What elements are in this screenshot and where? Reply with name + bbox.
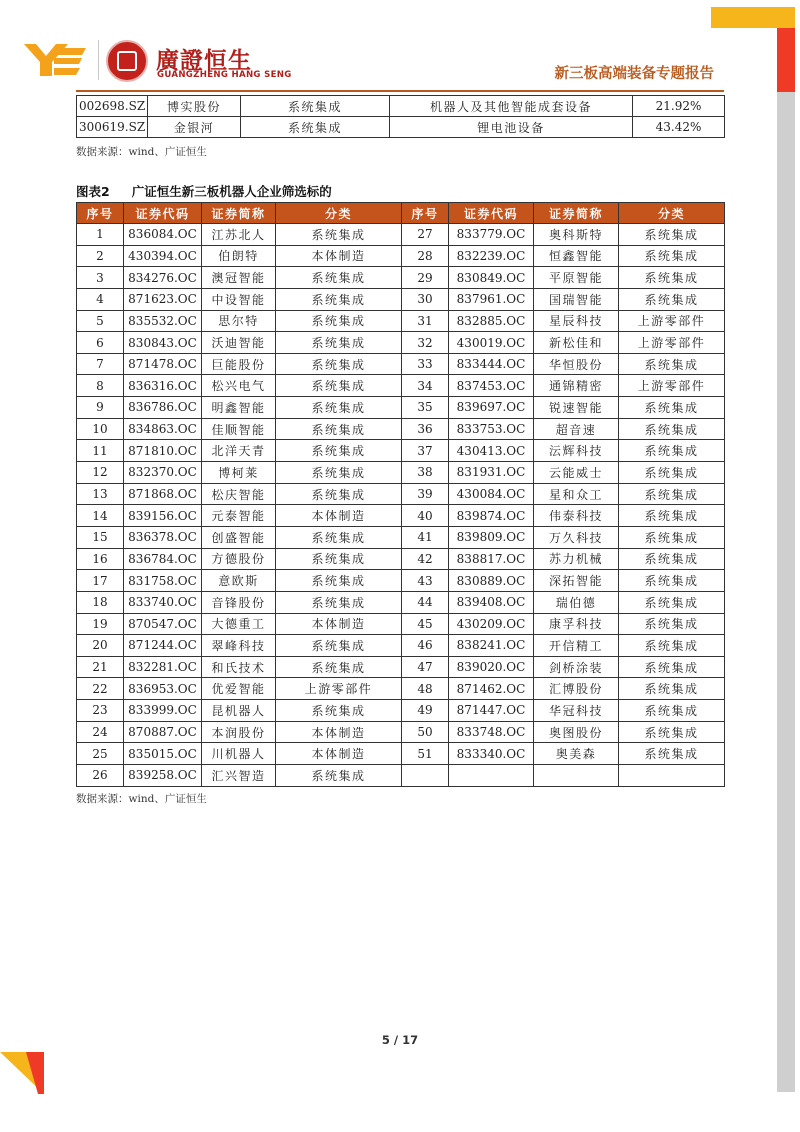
- table-cell: 系统集成: [276, 418, 402, 440]
- table-cell: 本体制造: [276, 613, 402, 635]
- table-cell: 系统集成: [619, 656, 725, 678]
- table-cell: 优爱智能: [202, 678, 276, 700]
- table-cell: 本体制造: [276, 743, 402, 765]
- table-cell: 832281.OC: [124, 656, 202, 678]
- table-cell: 系统集成: [619, 224, 725, 246]
- table-row: [77, 397, 725, 419]
- table-cell: 24: [77, 721, 124, 743]
- table-cell: 838241.OC: [449, 635, 534, 657]
- table-cell: 833779.OC: [449, 224, 534, 246]
- table-cell: 系统集成: [276, 635, 402, 657]
- table-cell: 苏力机械: [534, 548, 619, 570]
- figure-title: [76, 182, 332, 200]
- table-cell: 系统集成: [619, 700, 725, 722]
- table-cell: 2: [77, 245, 124, 267]
- table-cell: 43.42%: [633, 117, 725, 138]
- table-cell: 意欧斯: [202, 570, 276, 592]
- table-cell: 37: [402, 440, 449, 462]
- table-cell: 51: [402, 743, 449, 765]
- table-cell: 系统集成: [619, 483, 725, 505]
- corner-triangle-decoration: [0, 1052, 44, 1094]
- table-cell: 松庆智能: [202, 483, 276, 505]
- table-cell: 系统集成: [276, 591, 402, 613]
- robot-companies-table: [76, 202, 725, 787]
- source-note-2: 数据来源：wind、广证恒生: [76, 793, 207, 805]
- table-cell: 剑桥涂装: [534, 656, 619, 678]
- table-cell: 430413.OC: [449, 440, 534, 462]
- table-cell: 833748.OC: [449, 721, 534, 743]
- table-cell: 21.92%: [633, 96, 725, 117]
- table-cell: 831931.OC: [449, 462, 534, 484]
- table-cell: 星和众工: [534, 483, 619, 505]
- table-cell: 系统集成: [619, 245, 725, 267]
- table-cell: 430209.OC: [449, 613, 534, 635]
- brand-name-en: GUANGZHENG HANG SENG: [157, 70, 292, 80]
- table-cell: 深拓智能: [534, 570, 619, 592]
- table-cell: 870887.OC: [124, 721, 202, 743]
- table-row: [77, 570, 725, 592]
- table-cell: 创盛智能: [202, 526, 276, 548]
- table-cell: 系统集成: [276, 440, 402, 462]
- table-cell: 838817.OC: [449, 548, 534, 570]
- table-cell: 839809.OC: [449, 526, 534, 548]
- table-cell: 834863.OC: [124, 418, 202, 440]
- table-cell: 伯朗特: [202, 245, 276, 267]
- table-cell: 系统集成: [619, 462, 725, 484]
- table-cell: 30: [402, 288, 449, 310]
- table-cell: 奥美森: [534, 743, 619, 765]
- table-cell: 系统集成: [276, 375, 402, 397]
- table-cell: 恒鑫智能: [534, 245, 619, 267]
- continued-table-body: [77, 96, 725, 138]
- table-row: [77, 591, 725, 613]
- table-cell: 系统集成: [276, 397, 402, 419]
- table-cell: 832370.OC: [124, 462, 202, 484]
- table-cell: 835532.OC: [124, 310, 202, 332]
- table-cell: 系统集成: [619, 743, 725, 765]
- logo-separator: [98, 40, 99, 80]
- table-cell: 25: [77, 743, 124, 765]
- seal-logo-icon: [106, 40, 148, 82]
- table-cell: 和氏技术: [202, 656, 276, 678]
- table-cell: 836084.OC: [124, 224, 202, 246]
- header-divider: [76, 90, 724, 92]
- table-row: [77, 117, 725, 138]
- table-cell: 博柯莱: [202, 462, 276, 484]
- table-cell: 12: [77, 462, 124, 484]
- table-row: [77, 700, 725, 722]
- table-cell: 系统集成: [619, 505, 725, 527]
- table-cell: 系统集成: [276, 656, 402, 678]
- table-cell: 系统集成: [241, 117, 390, 138]
- column-header: 证券简称: [534, 203, 619, 224]
- table-cell: 系统集成: [276, 332, 402, 354]
- table-cell: 系统集成: [619, 353, 725, 375]
- table-cell: 超音速: [534, 418, 619, 440]
- table-cell: 8: [77, 375, 124, 397]
- table-cell: 830889.OC: [449, 570, 534, 592]
- column-header: 证券简称: [202, 203, 276, 224]
- table-cell: 3: [77, 267, 124, 289]
- table-cell: 4: [77, 288, 124, 310]
- table-header-row: [77, 203, 725, 224]
- table-cell: 金银河: [148, 117, 241, 138]
- table-cell: 本体制造: [276, 505, 402, 527]
- table-cell: 云能威士: [534, 462, 619, 484]
- table-cell: 833444.OC: [449, 353, 534, 375]
- table-cell: 833753.OC: [449, 418, 534, 440]
- table-cell: 839697.OC: [449, 397, 534, 419]
- table-cell: 839408.OC: [449, 591, 534, 613]
- column-header: 序号: [77, 203, 124, 224]
- table-cell: 830843.OC: [124, 332, 202, 354]
- table-cell: 9: [77, 397, 124, 419]
- table-cell: 系统集成: [276, 353, 402, 375]
- continued-table: [76, 95, 725, 138]
- table-cell: 上游零部件: [276, 678, 402, 700]
- table-cell: 6: [77, 332, 124, 354]
- table-cell: 系统集成: [276, 288, 402, 310]
- table-cell: 系统集成: [276, 224, 402, 246]
- table-row: [77, 765, 725, 787]
- table-cell: 沃迪智能: [202, 332, 276, 354]
- table-cell: 15: [77, 526, 124, 548]
- table-cell: 昆机器人: [202, 700, 276, 722]
- table-body: [77, 224, 725, 787]
- table-row: [77, 526, 725, 548]
- table-cell: 871623.OC: [124, 288, 202, 310]
- table-cell: 839874.OC: [449, 505, 534, 527]
- table-cell: 430394.OC: [124, 245, 202, 267]
- table-cell: 48: [402, 678, 449, 700]
- table-cell: 834276.OC: [124, 267, 202, 289]
- table-cell: 系统集成: [276, 483, 402, 505]
- table-cell: 国瑞智能: [534, 288, 619, 310]
- table-cell: 430084.OC: [449, 483, 534, 505]
- table-cell: 机器人及其他智能成套设备: [390, 96, 633, 117]
- table-cell: 瑞伯德: [534, 591, 619, 613]
- table-cell: 26: [77, 765, 124, 787]
- table-cell: 华恒股份: [534, 353, 619, 375]
- table-row: [77, 462, 725, 484]
- table-cell: 39: [402, 483, 449, 505]
- table-cell: 奥图股份: [534, 721, 619, 743]
- table-cell: 系统集成: [619, 526, 725, 548]
- table-cell: 837453.OC: [449, 375, 534, 397]
- table-cell: 系统集成: [276, 310, 402, 332]
- table-row: [77, 224, 725, 246]
- column-header: 序号: [402, 203, 449, 224]
- table-cell: 佳顺智能: [202, 418, 276, 440]
- table-cell: 5: [77, 310, 124, 332]
- table-cell: 836953.OC: [124, 678, 202, 700]
- table-cell: 本体制造: [276, 721, 402, 743]
- table-cell: 871447.OC: [449, 700, 534, 722]
- table-cell: 系统集成: [619, 678, 725, 700]
- table-cell: 上游零部件: [619, 310, 725, 332]
- table-cell: 833999.OC: [124, 700, 202, 722]
- table-cell: 839020.OC: [449, 656, 534, 678]
- table-cell: 36: [402, 418, 449, 440]
- table-row: [77, 505, 725, 527]
- table-cell: 川机器人: [202, 743, 276, 765]
- table-cell: 本体制造: [276, 245, 402, 267]
- table-cell: 上游零部件: [619, 332, 725, 354]
- table-cell: 系统集成: [276, 570, 402, 592]
- table-cell: 35: [402, 397, 449, 419]
- table-cell: 系统集成: [619, 613, 725, 635]
- table-cell: 系统集成: [276, 765, 402, 787]
- table-cell: 系统集成: [619, 288, 725, 310]
- table-cell: 系统集成: [619, 440, 725, 462]
- table-row: [77, 267, 725, 289]
- table-row: [77, 245, 725, 267]
- table-cell: 836316.OC: [124, 375, 202, 397]
- table-cell: 839156.OC: [124, 505, 202, 527]
- table-cell: 系统集成: [619, 397, 725, 419]
- table-cell: 本润股份: [202, 721, 276, 743]
- table-cell: 430019.OC: [449, 332, 534, 354]
- table-row: [77, 743, 725, 765]
- table-row: [77, 678, 725, 700]
- column-header: 证券代码: [124, 203, 202, 224]
- table-cell: 41: [402, 526, 449, 548]
- table-cell: 17: [77, 570, 124, 592]
- table-cell: 13: [77, 483, 124, 505]
- table-row: [77, 353, 725, 375]
- table-cell: 系统集成: [619, 418, 725, 440]
- table-cell: 871244.OC: [124, 635, 202, 657]
- table-cell: 奥科斯特: [534, 224, 619, 246]
- table-cell: 16: [77, 548, 124, 570]
- table-cell: 839258.OC: [124, 765, 202, 787]
- ye-logo-icon: [24, 42, 86, 78]
- top-ribbon-decoration: [711, 7, 795, 28]
- table-cell: 大德重工: [202, 613, 276, 635]
- table-row: [77, 656, 725, 678]
- table-cell: 系统集成: [619, 591, 725, 613]
- table-cell: 300619.SZ: [77, 117, 148, 138]
- table-cell: 871478.OC: [124, 353, 202, 375]
- table-cell: 29: [402, 267, 449, 289]
- table-cell: 836786.OC: [124, 397, 202, 419]
- table-cell: 音锋股份: [202, 591, 276, 613]
- table-cell: 系统集成: [619, 267, 725, 289]
- table-cell: 思尔特: [202, 310, 276, 332]
- table-cell: 江苏北人: [202, 224, 276, 246]
- table-cell: 833340.OC: [449, 743, 534, 765]
- page-header: [24, 36, 724, 88]
- table-cell: 平原智能: [534, 267, 619, 289]
- table-cell: 832239.OC: [449, 245, 534, 267]
- table-cell: 康孚科技: [534, 613, 619, 635]
- table-cell: 42: [402, 548, 449, 570]
- table-cell: 系统集成: [619, 548, 725, 570]
- table-cell: 系统集成: [276, 462, 402, 484]
- table-cell: 系统集成: [619, 635, 725, 657]
- table-cell: 835015.OC: [124, 743, 202, 765]
- table-cell: 31: [402, 310, 449, 332]
- table-cell: 巨能股份: [202, 353, 276, 375]
- table-row: [77, 96, 725, 117]
- table-cell: 832885.OC: [449, 310, 534, 332]
- table-cell: 星辰科技: [534, 310, 619, 332]
- table-cell: 43: [402, 570, 449, 592]
- table-cell: 7: [77, 353, 124, 375]
- table-row: [77, 548, 725, 570]
- table-cell: 870547.OC: [124, 613, 202, 635]
- table-cell: 伟泰科技: [534, 505, 619, 527]
- table-row: [77, 310, 725, 332]
- table-cell: 通锦精密: [534, 375, 619, 397]
- table-cell: 27: [402, 224, 449, 246]
- table-cell: 871462.OC: [449, 678, 534, 700]
- table-cell: 汇兴智造: [202, 765, 276, 787]
- table-cell: 沄辉科技: [534, 440, 619, 462]
- brand-name-cn: 廣證恒生: [156, 48, 252, 74]
- table-cell: 元泰智能: [202, 505, 276, 527]
- table-cell: 系统集成: [276, 700, 402, 722]
- column-header: 分类: [619, 203, 725, 224]
- table-cell: 871810.OC: [124, 440, 202, 462]
- table-cell: 833740.OC: [124, 591, 202, 613]
- table-row: [77, 288, 725, 310]
- table-cell: 11: [77, 440, 124, 462]
- table-cell: 23: [77, 700, 124, 722]
- table-cell: 45: [402, 613, 449, 635]
- table-cell: 方德股份: [202, 548, 276, 570]
- table-cell: 33: [402, 353, 449, 375]
- table-cell: 836378.OC: [124, 526, 202, 548]
- table-cell: 836784.OC: [124, 548, 202, 570]
- table-cell: 44: [402, 591, 449, 613]
- table-cell: [619, 765, 725, 787]
- table-cell: [534, 765, 619, 787]
- table-cell: 871868.OC: [124, 483, 202, 505]
- column-header: 分类: [276, 203, 402, 224]
- column-header: 证券代码: [449, 203, 534, 224]
- table-cell: 开信精工: [534, 635, 619, 657]
- table-row: [77, 721, 725, 743]
- table-cell: 新松佳和: [534, 332, 619, 354]
- table-cell: 19: [77, 613, 124, 635]
- right-edge-strip: [777, 28, 795, 1092]
- table-cell: 翠峰科技: [202, 635, 276, 657]
- table-row: [77, 418, 725, 440]
- table-cell: 20: [77, 635, 124, 657]
- figure-label: 图表2: [76, 184, 110, 199]
- table-cell: 松兴电气: [202, 375, 276, 397]
- table-cell: [449, 765, 534, 787]
- table-row: [77, 635, 725, 657]
- table-cell: 21: [77, 656, 124, 678]
- table-cell: 28: [402, 245, 449, 267]
- table-row: [77, 332, 725, 354]
- table-cell: 博实股份: [148, 96, 241, 117]
- table-cell: 万久科技: [534, 526, 619, 548]
- table-cell: 澳冠智能: [202, 267, 276, 289]
- table-cell: 22: [77, 678, 124, 700]
- table-cell: 18: [77, 591, 124, 613]
- table-cell: 50: [402, 721, 449, 743]
- table-row: [77, 483, 725, 505]
- table-row: [77, 375, 725, 397]
- table-cell: 中设智能: [202, 288, 276, 310]
- right-edge-strip-accent: [777, 28, 795, 92]
- table-cell: 837961.OC: [449, 288, 534, 310]
- figure-caption: 广证恒生新三板机器人企业筛选标的: [131, 184, 332, 199]
- table-cell: 北洋天青: [202, 440, 276, 462]
- page-number: 5 / 17: [381, 1033, 419, 1047]
- table-cell: 系统集成: [276, 267, 402, 289]
- table-cell: 40: [402, 505, 449, 527]
- table-row: [77, 440, 725, 462]
- table-cell: 汇博股份: [534, 678, 619, 700]
- table-cell: 46: [402, 635, 449, 657]
- table-cell: 002698.SZ: [77, 96, 148, 117]
- table-cell: 系统集成: [619, 721, 725, 743]
- table-cell: 系统集成: [619, 570, 725, 592]
- report-title: 新三板高端装备专题报告: [554, 66, 714, 82]
- table-cell: 系统集成: [276, 526, 402, 548]
- table-cell: [402, 765, 449, 787]
- table-cell: 上游零部件: [619, 375, 725, 397]
- table-cell: 明鑫智能: [202, 397, 276, 419]
- table-cell: 系统集成: [276, 548, 402, 570]
- table-cell: 华冠科技: [534, 700, 619, 722]
- table-cell: 锂电池设备: [390, 117, 633, 138]
- table-cell: 锐速智能: [534, 397, 619, 419]
- table-cell: 34: [402, 375, 449, 397]
- table-cell: 14: [77, 505, 124, 527]
- table-cell: 1: [77, 224, 124, 246]
- table-row: [77, 613, 725, 635]
- table-cell: 10: [77, 418, 124, 440]
- table-cell: 38: [402, 462, 449, 484]
- table-cell: 系统集成: [241, 96, 390, 117]
- table-cell: 49: [402, 700, 449, 722]
- table-cell: 47: [402, 656, 449, 678]
- table-cell: 32: [402, 332, 449, 354]
- table-cell: 831758.OC: [124, 570, 202, 592]
- source-note: 数据来源：wind、广证恒生: [76, 146, 207, 158]
- table-cell: 830849.OC: [449, 267, 534, 289]
